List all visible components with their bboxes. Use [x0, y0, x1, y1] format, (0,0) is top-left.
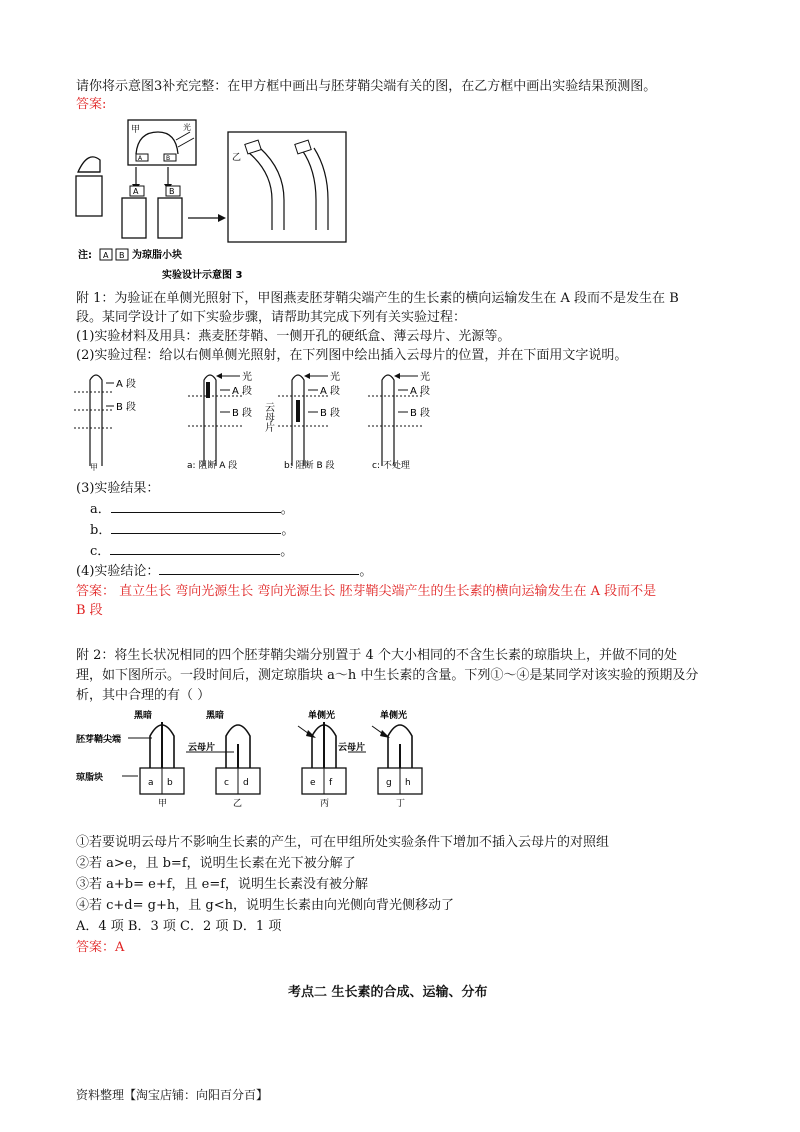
appendix1-answer-line1: 答案： 直立生长 弯向光源生长 弯向光源生长 胚芽鞘尖端产生的生长素的横向运输发生在 A 段而不是 — [76, 584, 657, 599]
svg-text:A: A — [138, 155, 143, 162]
block-b: b — [167, 778, 173, 788]
svg-text:B 段: B 段 — [320, 408, 341, 419]
mica-label: 云母片 — [188, 743, 216, 753]
label-jia: 甲 — [131, 125, 141, 135]
item-2: ②若 a>e，且 b=f，说明生长素在光下被分解了 — [76, 856, 356, 871]
svg-text:琼脂块: 琼脂块 — [76, 773, 104, 783]
block-a-label: A — [133, 187, 139, 196]
label-yi: 乙 — [232, 153, 242, 163]
block-d: d — [243, 778, 249, 788]
label-jia: 甲 — [90, 463, 98, 472]
options: A．4 项 B．3 项 C．2 项 D．1 项 — [76, 919, 282, 934]
svg-text:单侧光: 单侧光 — [308, 711, 336, 721]
svg-text:A: A — [103, 251, 109, 260]
note-text: 为琼脂小块 — [132, 250, 182, 261]
appendix1-line1: 附 1：为验证在单侧光照射下，甲图燕麦胚芽鞘尖端产生的生长素的横向运输发生在 A 段而不是发生在 B — [76, 291, 679, 306]
appendix1-materials: (1)实验材料及用具：燕麦胚芽鞘、一侧开孔的硬纸盒、薄云母片、光源等。 — [76, 329, 511, 344]
result-b: b． 。 — [90, 523, 295, 538]
svg-text:A 段: A 段 — [320, 386, 341, 397]
svg-text:A 段: A 段 — [232, 386, 253, 397]
appendix1-figure — [72, 366, 452, 474]
svg-text:胚芽鞘尖端: 胚芽鞘尖端 — [76, 735, 122, 745]
note-label: 注: — [78, 250, 92, 261]
svg-text:A 段: A 段 — [116, 379, 137, 390]
appendix1-line2: 段。某同学设计了如下实验步骤，请帮助其完成下列有关实验过程： — [76, 310, 467, 325]
appendix2-line2: 理，如下图所示。一段时间后，测定琼脂块 a～h 中生长素的含量。下列①～④是某同学对该实验的预期及分 — [76, 668, 699, 683]
coleoptile-tip-shape — [78, 157, 100, 172]
mica-label-2: 云母片 — [338, 743, 366, 753]
item-4: ④若 c+d= g+h，且 g<h，说明生长素由向光侧向背光侧移动了 — [76, 898, 454, 913]
name-yi: 乙 — [233, 799, 243, 809]
caption-a: a: 阻断 A 段 — [187, 461, 238, 471]
caption-b: b: 阻断 B 段 — [284, 461, 335, 471]
block-g: g — [386, 778, 392, 788]
name-bing: 丙 — [320, 799, 330, 809]
label-guang: 光 — [183, 123, 191, 132]
results-title: (3)实验结果： — [76, 481, 160, 496]
caption-c: c: 不处理 — [372, 461, 410, 471]
svg-text:A 段: A 段 — [410, 386, 431, 397]
q1-answer-label: 答案: — [76, 97, 107, 112]
appendix1-process: (2)实验过程：给以右侧单侧光照射，在下列图中绘出插入云母片的位置，并在下面用文字说明。 — [76, 348, 628, 363]
svg-text:B: B — [166, 155, 171, 162]
footer: 资料整理【淘宝店铺：向阳百分百】 — [76, 1088, 269, 1102]
svg-text:B 段: B 段 — [232, 408, 253, 419]
q1-instruction: 请你将示意图3补充完整：在甲方框中画出与胚芽鞘尖端有关的图，在乙方框中画出实验结果预测图。 — [76, 79, 657, 94]
name-ding: 丁 — [396, 799, 406, 809]
appendix2-figure — [76, 708, 456, 830]
svg-text:光: 光 — [420, 372, 430, 383]
appendix2-line1: 附 2：将生长状况相同的四个胚芽鞘尖端分别置于 4 个大小相同的不含生长素的琼脂块上，并做不同的处 — [76, 648, 677, 663]
block-e: e — [310, 778, 316, 788]
block-f: f — [329, 778, 333, 788]
svg-text:光: 光 — [242, 372, 252, 383]
result-a: a． 。 — [90, 502, 294, 517]
svg-text:B 段: B 段 — [410, 408, 431, 419]
svg-text:单侧光: 单侧光 — [380, 711, 408, 721]
svg-text:B 段: B 段 — [116, 402, 137, 413]
appendix2-line3: 析，其中合理的有（ ） — [76, 688, 211, 703]
figure-3-experiment-design — [70, 112, 360, 282]
appendix2-answer: 答案：A — [76, 940, 125, 955]
svg-text:光: 光 — [330, 372, 340, 383]
section-title: 考点二 生长素的合成、运输、分布 — [288, 985, 488, 1000]
block-a: a — [148, 778, 154, 788]
mica-b — [296, 400, 300, 422]
item-1: ①若要说明云母片不影响生长素的产生，可在甲组所处实验条件下增加不插入云母片的对照组 — [76, 835, 610, 850]
mica-a — [206, 382, 210, 398]
figure-3-caption: 实验设计示意图 3 — [162, 270, 243, 281]
name-jia: 甲 — [158, 799, 168, 809]
svg-text:B: B — [119, 251, 125, 260]
conclusion: (4)实验结论： 。 — [76, 564, 373, 579]
coleoptile-base-shape — [76, 176, 102, 216]
svg-text:黑暗: 黑暗 — [206, 711, 225, 721]
block-b-label: B — [169, 187, 175, 196]
block-h: h — [405, 778, 411, 788]
result-c: c． 。 — [90, 544, 294, 559]
appendix1-answer-line2: B 段 — [76, 603, 103, 618]
svg-text:黑暗: 黑暗 — [134, 711, 153, 721]
mica-label: 云母片 — [262, 402, 274, 432]
block-c: c — [224, 778, 229, 788]
item-3: ③若 a+b= e+f，且 e=f，说明生长素没有被分解 — [76, 877, 369, 892]
